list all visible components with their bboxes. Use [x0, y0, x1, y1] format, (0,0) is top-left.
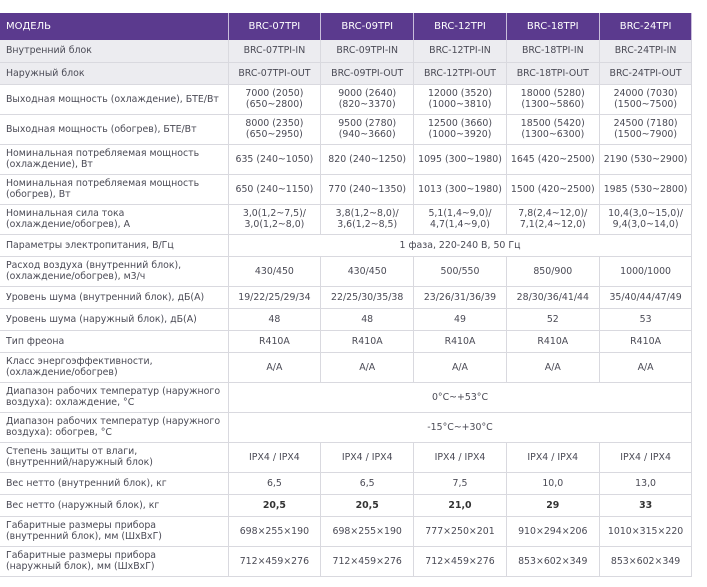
value-cell: R410A — [506, 330, 599, 352]
table-row — [0, 516, 692, 546]
value-cell: BRC-12TPI-OUT — [414, 62, 507, 84]
value-cell: 8000 (2350) (650~2950) — [228, 114, 321, 144]
row-label: Тип фреона — [0, 330, 228, 352]
value-cell: BRC-07TPI-IN — [228, 40, 321, 62]
model-column-header: BRC-09TPI — [321, 13, 414, 40]
value-cell: 20,5 — [321, 494, 414, 516]
row-label: Вес нетто (наружный блок), кг — [0, 494, 228, 516]
value-cell: BRC-09TPI-OUT — [321, 62, 414, 84]
value-cell: 3,0(1,2~7,5)/ 3,0(1,2~8,0) — [228, 204, 321, 234]
value-cell: 635 (240~1050) — [228, 144, 321, 174]
row-label: Габаритные размеры прибора (наружный блок), мм (ШхВхГ) — [0, 546, 228, 576]
row-label: Уровень шума (внутренний блок), дБ(А) — [0, 286, 228, 308]
value-cell: 24000 (7030) (1500~7500) — [599, 84, 692, 114]
row-label: Уровень шума (наружный блок), дБ(А) — [0, 308, 228, 330]
value-cell: 29 — [506, 494, 599, 516]
value-cell: IPX4 / IPX4 — [228, 442, 321, 472]
value-cell: BRC-24TPI-IN — [599, 40, 692, 62]
value-cell: BRC-09TPI-IN — [321, 40, 414, 62]
row-label: Внутренний блок — [0, 40, 228, 62]
value-cell: 430/450 — [228, 256, 321, 286]
merged-value-cell: 1 фаза, 220-240 В, 50 Гц — [228, 234, 692, 256]
value-cell: 430/450 — [321, 256, 414, 286]
value-cell: 1010×315×220 — [599, 516, 692, 546]
value-cell: IPX4 / IPX4 — [414, 442, 507, 472]
table-row — [0, 352, 692, 382]
value-cell: 1985 (530~2800) — [599, 174, 692, 204]
table-row — [0, 442, 692, 472]
model-column-header: BRC-12TPI — [414, 13, 507, 40]
value-cell: BRC-18TPI-OUT — [506, 62, 599, 84]
value-cell: A/A — [228, 352, 321, 382]
row-label: Номинальная потребляемая мощность (обогрев), Вт — [0, 174, 228, 204]
table-row — [0, 286, 692, 308]
row-label: Вес нетто (внутренний блок), кг — [0, 472, 228, 494]
value-cell: 850/900 — [506, 256, 599, 286]
value-cell: 19/22/25/29/34 — [228, 286, 321, 308]
table-row — [0, 62, 692, 84]
value-cell: IPX4 / IPX4 — [599, 442, 692, 472]
value-cell: A/A — [414, 352, 507, 382]
value-cell: 35/40/44/47/49 — [599, 286, 692, 308]
value-cell: 22/25/30/35/38 — [321, 286, 414, 308]
merged-value-cell: 0°C~+53°C — [228, 382, 692, 412]
value-cell: 48 — [321, 308, 414, 330]
value-cell: BRC-12TPI-IN — [414, 40, 507, 62]
value-cell: 53 — [599, 308, 692, 330]
row-label: Расход воздуха (внутренний блок), (охлаждение/обогрев), м3/ч — [0, 256, 228, 286]
model-column-header: BRC-07TPI — [228, 13, 321, 40]
value-cell: 712×459×276 — [321, 546, 414, 576]
value-cell: 33 — [599, 494, 692, 516]
table-row — [0, 546, 692, 576]
row-label: Выходная мощность (охлаждение), БТЕ/Вт — [0, 84, 228, 114]
row-label: Номинальная потребляемая мощность (охлаждение), Вт — [0, 144, 228, 174]
value-cell: 3,8(1,2~8,0)/ 3,6(1,2~8,5) — [321, 204, 414, 234]
table-row — [0, 84, 692, 114]
value-cell: 7,5 — [414, 472, 507, 494]
value-cell: 13,0 — [599, 472, 692, 494]
value-cell: 18500 (5420) (1300~6300) — [506, 114, 599, 144]
value-cell: 770 (240~1350) — [321, 174, 414, 204]
row-label: Выходная мощность (обогрев), БТЕ/Вт — [0, 114, 228, 144]
value-cell: 1500 (420~2500) — [506, 174, 599, 204]
value-cell: 24500 (7180) (1500~7900) — [599, 114, 692, 144]
value-cell: 28/30/36/41/44 — [506, 286, 599, 308]
value-cell: 9000 (2640) (820~3370) — [321, 84, 414, 114]
table-row — [0, 144, 692, 174]
value-cell: 6,5 — [321, 472, 414, 494]
value-cell: 10,4(3,0~15,0)/ 9,4(3,0~14,0) — [599, 204, 692, 234]
row-label: Габаритные размеры прибора (внутренний блок), мм (ШхВхГ) — [0, 516, 228, 546]
value-cell: 853×602×349 — [599, 546, 692, 576]
table-row — [0, 382, 692, 412]
specifications-table — [0, 13, 692, 577]
table-row — [0, 114, 692, 144]
row-label: Номинальная сила тока (охлаждение/обогрев), А — [0, 204, 228, 234]
value-cell: 2190 (530~2900) — [599, 144, 692, 174]
value-cell: 712×459×276 — [228, 546, 321, 576]
value-cell: R410A — [321, 330, 414, 352]
value-cell: 6,5 — [228, 472, 321, 494]
value-cell: 52 — [506, 308, 599, 330]
value-cell: 9500 (2780) (940~3660) — [321, 114, 414, 144]
value-cell: BRC-07TPI-OUT — [228, 62, 321, 84]
table-row — [0, 174, 692, 204]
value-cell: 777×250×201 — [414, 516, 507, 546]
value-cell: 21,0 — [414, 494, 507, 516]
value-cell: 698×255×190 — [321, 516, 414, 546]
value-cell: 1095 (300~1980) — [414, 144, 507, 174]
merged-value-cell: -15°C~+30°C — [228, 412, 692, 442]
table-header-row — [0, 13, 692, 40]
value-cell: BRC-18TPI-IN — [506, 40, 599, 62]
row-label: Диапазон рабочих температур (наружного воздуха): охлаждение, °C — [0, 382, 228, 412]
row-label: Степень защиты от влаги, (внутренний/наружный блок) — [0, 442, 228, 472]
value-cell: 1000/1000 — [599, 256, 692, 286]
table-row — [0, 330, 692, 352]
value-cell: 7,8(2,4~12,0)/ 7,1(2,4~12,0) — [506, 204, 599, 234]
value-cell: 23/26/31/36/39 — [414, 286, 507, 308]
value-cell: A/A — [321, 352, 414, 382]
table-row — [0, 40, 692, 62]
value-cell: IPX4 / IPX4 — [506, 442, 599, 472]
row-label: Класс энергоэффективности, (охлаждение/обогрев) — [0, 352, 228, 382]
value-cell: 20,5 — [228, 494, 321, 516]
table-row — [0, 204, 692, 234]
value-cell: 650 (240~1150) — [228, 174, 321, 204]
value-cell: R410A — [599, 330, 692, 352]
value-cell: IPX4 / IPX4 — [321, 442, 414, 472]
value-cell: 49 — [414, 308, 507, 330]
model-header: МОДЕЛЬ — [0, 13, 228, 40]
value-cell: 1013 (300~1980) — [414, 174, 507, 204]
value-cell: 5,1(1,4~9,0)/ 4,7(1,4~9,0) — [414, 204, 507, 234]
value-cell: 7000 (2050) (650~2800) — [228, 84, 321, 114]
value-cell: 1645 (420~2500) — [506, 144, 599, 174]
value-cell: 48 — [228, 308, 321, 330]
value-cell: 853×602×349 — [506, 546, 599, 576]
value-cell: R410A — [414, 330, 507, 352]
value-cell: 910×294×206 — [506, 516, 599, 546]
model-column-header: BRC-24TPI — [599, 13, 692, 40]
table-row — [0, 234, 692, 256]
value-cell: 18000 (5280) (1300~5860) — [506, 84, 599, 114]
row-label: Диапазон рабочих температур (наружного воздуха): обогрев, °C — [0, 412, 228, 442]
table-row — [0, 412, 692, 442]
value-cell: 820 (240~1250) — [321, 144, 414, 174]
value-cell: A/A — [599, 352, 692, 382]
value-cell: BRC-24TPI-OUT — [599, 62, 692, 84]
table-row — [0, 308, 692, 330]
value-cell: 12500 (3660) (1000~3920) — [414, 114, 507, 144]
value-cell: 698×255×190 — [228, 516, 321, 546]
table-row — [0, 472, 692, 494]
value-cell: A/A — [506, 352, 599, 382]
value-cell: R410A — [228, 330, 321, 352]
table-row — [0, 494, 692, 516]
model-column-header: BRC-18TPI — [506, 13, 599, 40]
value-cell: 10,0 — [506, 472, 599, 494]
row-label: Наружный блок — [0, 62, 228, 84]
table-row — [0, 256, 692, 286]
value-cell: 12000 (3520) (1000~3810) — [414, 84, 507, 114]
row-label: Параметры электропитания, В/Гц — [0, 234, 228, 256]
value-cell: 712×459×276 — [414, 546, 507, 576]
value-cell: 500/550 — [414, 256, 507, 286]
